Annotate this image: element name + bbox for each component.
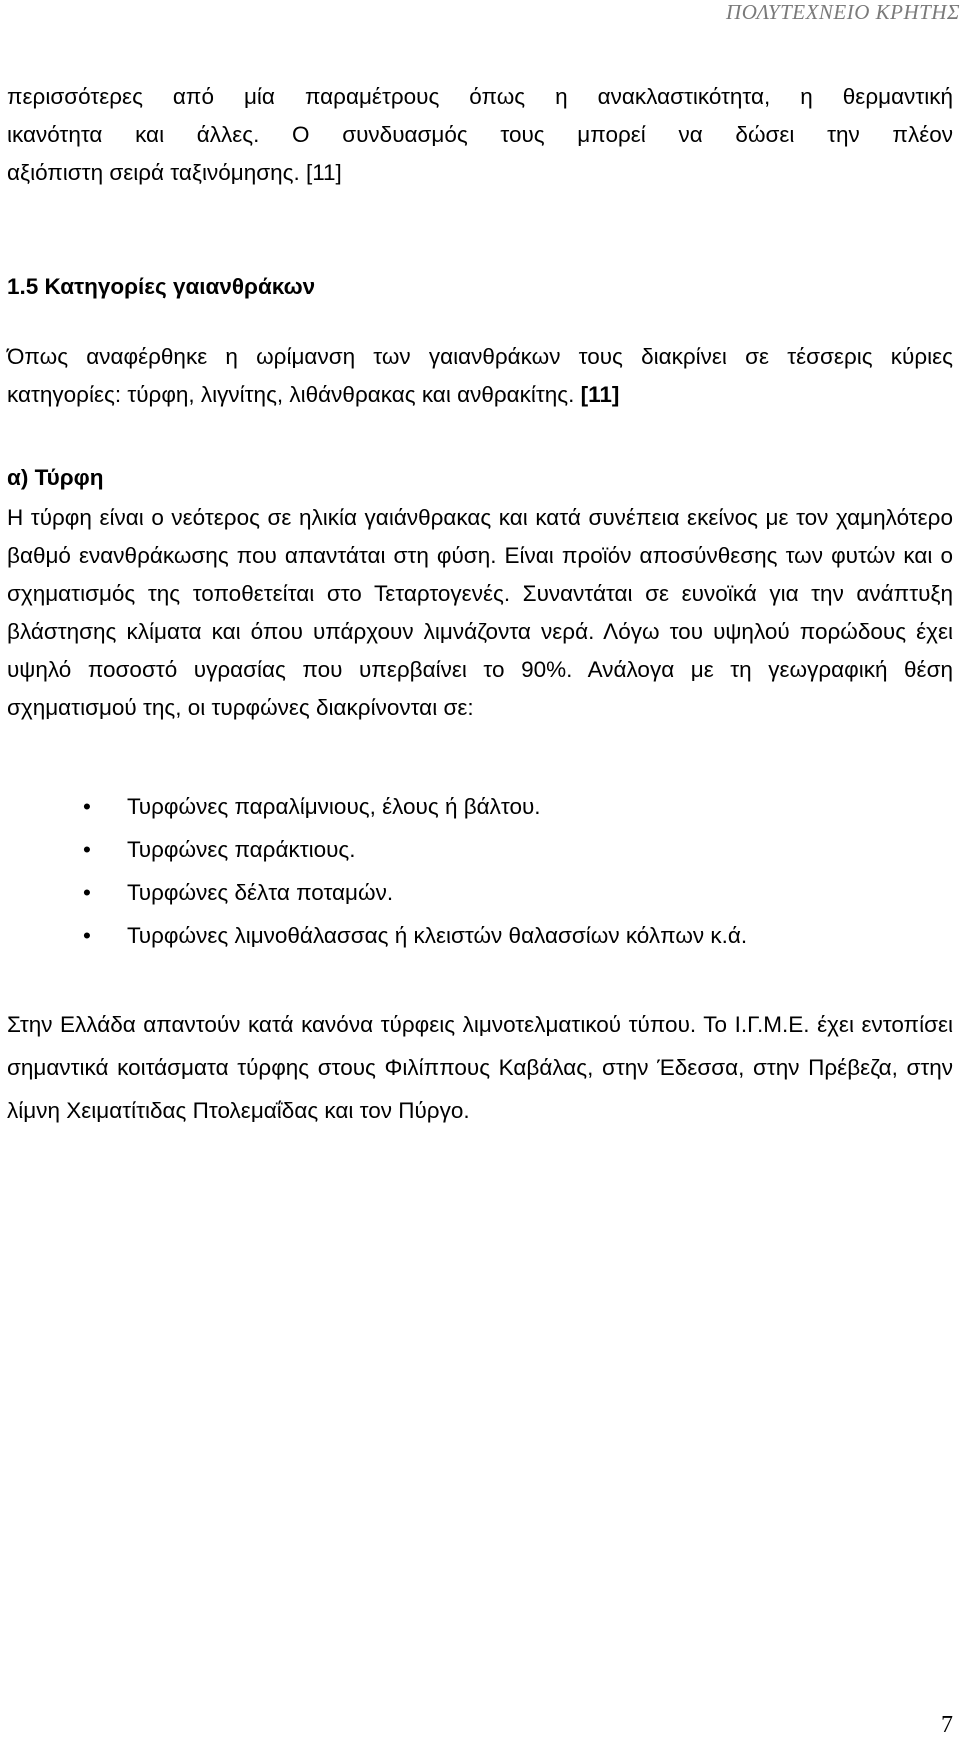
list-item-text: Τυρφώνες παραλίμνιους, έλους ή βάλτου. <box>127 794 541 819</box>
bullet-icon: • <box>83 880 91 905</box>
list-item <box>7 914 953 957</box>
intro-line-2: ικανότητα και άλλες. Ο συνδυασμός τους μπορεί να δώσει την πλέον <box>7 122 953 147</box>
section-heading: 1.5 Κατηγορίες γαιανθράκων <box>7 274 316 299</box>
list-item <box>7 871 953 914</box>
subsection-heading: α) Τύρφη <box>7 465 104 490</box>
section-reference: [11] <box>580 382 620 407</box>
intro-line-1: περισσότερες από μία παραμέτρους όπως η ανακλαστικότητα, η θερμαντική <box>7 84 953 109</box>
list-item <box>7 785 953 828</box>
list-item-text: Τυρφώνες δέλτα ποταμών. <box>127 880 394 905</box>
bullet-icon: • <box>83 923 91 948</box>
greece-paragraph: Στην Ελλάδα απαντούν κατά κανόνα τύρφεις λιμνοτελματικού τύπου. Το Ι.Γ.Μ.Ε. έχει εντοπίσει σημαντικά κοιτάσματα τύρφης στους Φιλίππους Καβάλας, στην Έδεσσα, στην Πρέβεζα, στην λίμνη Χειματίτιδας Πτολεμαΐδας και τον Πύργο. <box>7 1012 953 1123</box>
list-item <box>7 828 953 871</box>
page-content <box>7 78 953 1132</box>
section-paragraph-text: Όπως αναφέρθηκε η ωρίμανση των γαιανθράκων τους διακρίνει σε τέσσερις κύριες κατηγορίες: τύρφη, λιγνίτης, λιθάνθρακας και ανθρακίτης. <box>7 344 953 407</box>
peat-types-list <box>7 785 953 957</box>
bullet-icon: • <box>83 837 91 862</box>
bullet-icon: • <box>83 794 91 819</box>
list-item-text: Τυρφώνες παράκτιους. <box>127 837 356 862</box>
list-item-text: Τυρφώνες λιμνοθάλασσας ή κλειστών θαλασσίων κόλπων κ.ά. <box>127 923 748 948</box>
section-paragraph <box>7 338 953 414</box>
intro-line-3: αξιόπιστη σειρά ταξινόμησης. [11] <box>7 160 342 185</box>
running-header: ΠΟΛΥΤΕΧΝΕΙΟ ΚΡΗΤΗΣ <box>726 0 960 24</box>
page-number: 7 <box>941 1712 953 1738</box>
peat-paragraph: Η τύρφη είναι ο νεότερος σε ηλικία γαιάνθρακας και κατά συνέπεια εκείνος με τον χαμηλότερο βαθμό ενανθράκωσης που απαντάται στη φύση. Είναι προϊόν αποσύνθεσης των φυτών και ο σχηματισμός της τοποθετείται στο Τεταρτογενές. Συναντάται σε ευνοϊκά για την ανάπτυξη βλάστησης κλίματα και όπου υπάρχουν λιμνάζοντα νερά. Λόγω του υψηλού πορώδους έχει υψηλό ποσοστό υγρασίας που υπερβαίνει το 90%. Ανάλογα με τη γεωγραφική θέση σχηματισμού της, οι τυρφώνες διακρίνονται σε: <box>7 505 953 720</box>
